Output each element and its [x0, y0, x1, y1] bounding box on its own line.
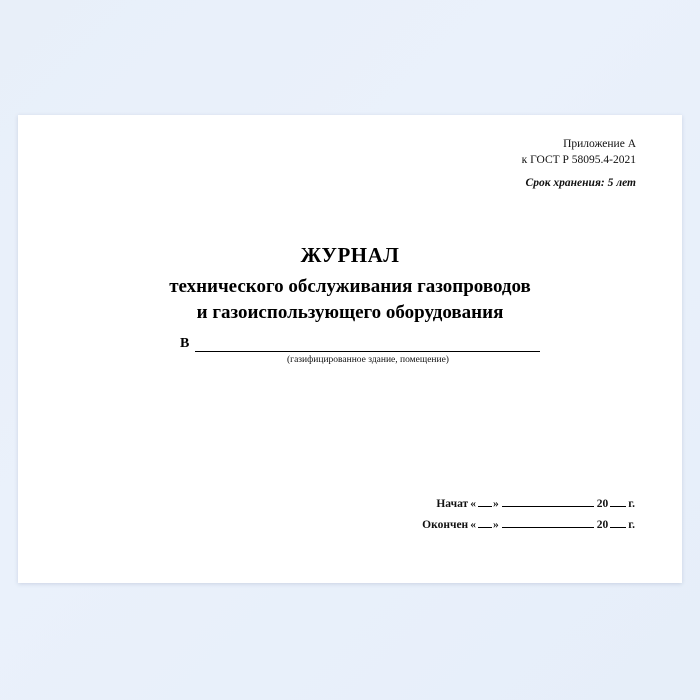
document-title-block [18, 243, 682, 325]
started-year-input[interactable] [610, 506, 626, 507]
finished-month-input[interactable] [502, 527, 594, 528]
started-day-input[interactable] [478, 506, 492, 507]
started-quote-close: » [492, 498, 499, 510]
title-subtitle-line-1: технического обслуживания газопроводов [169, 276, 531, 297]
appendix-line-1: Приложение А [563, 138, 636, 150]
document-footer-block [422, 498, 636, 531]
started-quote-open: « [470, 498, 476, 510]
started-month-input[interactable] [502, 506, 594, 507]
storage-term-text: Срок хранения: 5 лет [525, 177, 636, 189]
appendix-line-2: к ГОСТ Р 58095.4-2021 [521, 153, 636, 166]
object-field-row [180, 337, 540, 352]
finished-year-prefix: 20 [596, 519, 609, 531]
started-row [422, 498, 636, 510]
finished-day-input[interactable] [478, 527, 492, 528]
started-label: Начат [436, 498, 469, 510]
finished-quote-close: » [492, 519, 499, 531]
finished-label: Окончен [422, 519, 469, 531]
object-field-caption: (газифицированное здание, помещение) [287, 355, 449, 365]
page-title: ЖУРНАЛ [300, 243, 400, 267]
finished-quote-open: « [470, 519, 476, 531]
title-subtitle-line-2: и газоиспользующего оборудования [196, 301, 504, 323]
finished-year-suffix: г. [628, 519, 635, 531]
object-field-label: В [180, 336, 190, 351]
finished-year-input[interactable] [610, 527, 626, 528]
finished-row [422, 519, 636, 531]
started-year-suffix: г. [628, 498, 635, 510]
document-page [18, 115, 682, 583]
appendix-reference [522, 137, 636, 168]
started-year-prefix: 20 [596, 498, 609, 510]
object-field-input[interactable] [195, 338, 540, 352]
